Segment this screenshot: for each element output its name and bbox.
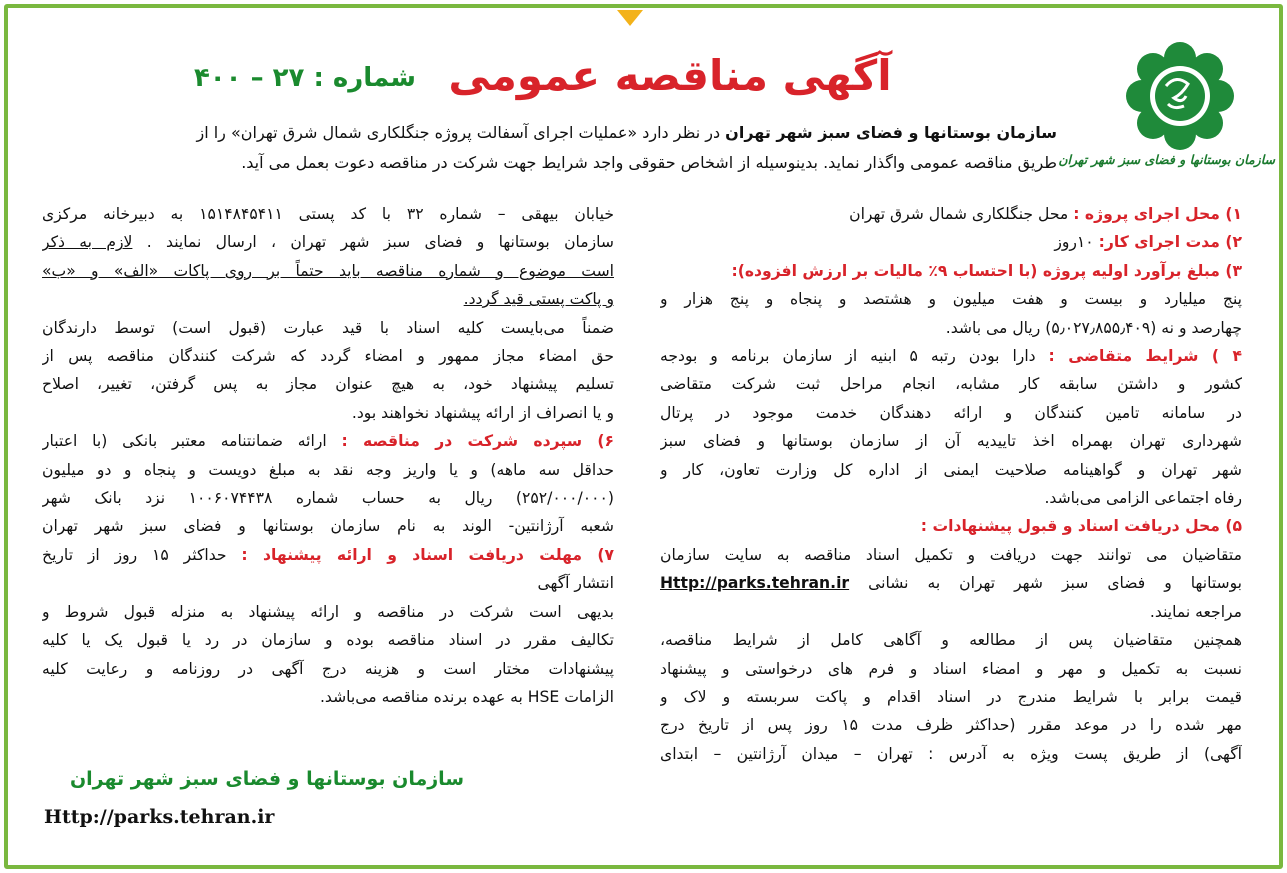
- body-line: ضمناً می‌بایست کلیه اسناد با قید عبارت (قبول است) توسط دارندگان: [42, 318, 614, 337]
- body-line: و یا انصراف از ارائه پیشنهاد نخواهند بود.: [351, 403, 614, 422]
- body-line: آگهی) از طریق پست ویژه به آدرس : تهران – میدان آرژانتین – ابتدای: [660, 744, 1242, 763]
- section-label: ۲) مدت اجرای کار:: [1098, 233, 1242, 252]
- footer-org-name: سازمان بوستانها و فضای سبز شهر تهران: [69, 768, 464, 790]
- body-line: متقاضیان می توانند جهت دریافت و تکمیل اسناد مناقصه به سایت سازمان: [660, 545, 1242, 564]
- body-line: کشور و داشتن سابقه کار مشابه، انجام مراحل ثبت شرکت متقاضی: [660, 375, 1242, 394]
- body-line: نسبت به تکمیل و مهر و امضاء اسناد و فرم های درخواستی و پیشنهاد: [660, 659, 1242, 678]
- footer-website-link[interactable]: Http://parks.tehran.ir: [44, 806, 275, 828]
- org-logo-caption: سازمان بوستانها و فضای سبز شهر تهران: [1058, 152, 1275, 167]
- section-label: ۳) مبلغ برآورد اولیه پروژه (با احتساب ۹٪ مالیات بر ارزش افزوده):: [731, 261, 1242, 280]
- body-line: [42, 228, 614, 256]
- section-requirements: [660, 342, 1242, 370]
- section-text: سازمان بوستانها و فضای سبز شهر تهران ، ارسال نمایند .: [132, 233, 614, 252]
- body-line: مراجعه نمایند.: [1149, 602, 1242, 621]
- underlined-text: لازم به ذکر: [42, 233, 133, 252]
- body-line: شهر تهران و گواهینامه صلاحیت ایمنی از اداره کل وزارت تعاون، کار و: [660, 460, 1242, 479]
- section-label: ۵) محل دریافت اسناد و قبول پیشنهادات :: [920, 517, 1242, 536]
- body-line: است موضوع و شماره مناقصه باید حتماً بر روی پاکات «الف» و «ب»: [42, 261, 614, 280]
- website-link[interactable]: Http://parks.tehran.ir: [660, 574, 850, 593]
- section-text: بوستانها و فضای سبز شهر تهران به نشانی: [849, 574, 1242, 593]
- intro-paragraph: [40, 118, 1057, 178]
- body-line: حداقل سه ماهه) و یا واریز وجه نقد به مبلغ دویست و پنجاه و دو میلیون: [42, 460, 614, 479]
- body-line: قیمت برابر با شرایط مندرج در اسناد اقدام و پاکت سربسته و لاک و: [660, 687, 1242, 706]
- intro-line: [40, 118, 1057, 148]
- body-line: پیشنهادات مختار است و هزینه درج آگهی در روزنامه و رعایت کلیه: [42, 659, 614, 678]
- section-estimate: [660, 257, 1242, 285]
- intro-line: طریق مناقصه عمومی واگذار نماید. بدینوسیله از اشخاص حقوقی واجد شرایط جهت شرکت در مناقصه دعوت بعمل می آید.: [241, 153, 1057, 172]
- body-line: شهرداری تهران بهمراه اخذ تاییدیه آن از سازمان بوستانها و فضای سبز: [660, 432, 1242, 451]
- body-line: رفاه اجتماعی الزامی می‌باشد.: [1044, 489, 1242, 508]
- body-line: همچنین متقاضیان پس از مطالعه و آگاهی کامل از شرایط مناقصه،: [660, 631, 1242, 650]
- top-notch-marker: [617, 10, 643, 26]
- body-line: شعبه آرژانتین- الوند به نام سازمان بوستانها و فضای سبز شهر تهران: [42, 517, 614, 536]
- section-label: ۷) مهلت دریافت اسناد و ارائه پیشنهاد :: [241, 545, 614, 564]
- body-line: و پاکت پستی قید گردد.: [463, 290, 614, 309]
- body-line: پنج میلیارد و بیست و هفت میلیون و هشتصد و پنجاه و پنج هزار و: [660, 290, 1242, 309]
- body-line: الزامات HSE به عهده برنده مناقصه می‌باشد.: [319, 687, 614, 706]
- body-line: چهارصد و نه (۵٫۰۲۷٫۸۵۵٫۴۰۹) ریال می باشد.: [945, 318, 1242, 337]
- right-column: [660, 200, 1242, 768]
- section-text: محل جنگلکاری شمال شرق تهران: [849, 205, 1074, 223]
- body-line: بدیهی است شرکت در مناقصه و ارائه پیشنهاد به منزله قبول شروط و: [42, 602, 614, 621]
- body-line: مهر شده را در موعد مقرر (حداکثر ظرف مدت ۱۵ روز پس از تاریخ درج: [660, 716, 1242, 735]
- section-deposit: [42, 427, 614, 455]
- body-line: خیابان بیهقی – شماره ۳۲ با کد پستی ۱۵۱۴۸۴۵۴۱۱ به دبیرخانه مرکزی: [42, 205, 614, 223]
- body-line: تکالیف مقرر در اسناد مناقصه بوده و سازمان در رد یا قبول یک یا کلیه: [42, 631, 614, 650]
- section-documents: [660, 512, 1242, 540]
- body-line: حق امضاء مجاز ممهور و امضاء گردد که شرکت کنندگان مناقصه پس از: [42, 347, 614, 366]
- body-line: در سامانه تامین کنندگان و ارائه دهندگان خدمت موجود در پرتال: [660, 403, 1242, 422]
- section-text: حداکثر ۱۵ روز از تاریخ: [42, 545, 242, 564]
- intro-org-name: سازمان بوستانها و فضای سبز شهر تهران: [725, 123, 1057, 142]
- notice-number: شماره : ۲۷ – ۴۰۰: [193, 63, 416, 93]
- section-text: ۱۰روز: [1054, 233, 1099, 252]
- section-label: ۶) سپرده شرکت در مناقصه :: [341, 432, 614, 451]
- body-line: (۲۵۲/۰۰۰/۰۰۰) ریال به حساب شماره ۱۰۰۶۰۷۴۴۳۸ نزد بانک شهر: [42, 489, 614, 508]
- section-duration: [660, 228, 1242, 256]
- section-deadline: [42, 541, 614, 569]
- body-line: انتشار آگهی: [537, 574, 614, 593]
- body-line: [660, 569, 1242, 597]
- section-label: ۴ ) شرایط متقاضی :: [1048, 347, 1242, 366]
- section-project-location: [660, 200, 1242, 228]
- body-line: تسلیم پیشنهاد خود، به هیچ عنوان مجاز به پس گرفتن، تغییر، اصلاح: [42, 375, 614, 394]
- section-text: دارا بودن رتبه ۵ ابنیه از سازمان برنامه و بودجه: [660, 347, 1049, 366]
- section-label: ۱) محل اجرای پروژه :: [1073, 205, 1242, 223]
- intro-text: در نظر دارد «عملیات اجرای آسفالت پروژه جنگلکاری شمال شرق تهران» را از: [196, 123, 726, 142]
- section-text: ارائه ضمانتنامه معتبر بانکی (با اعتبار: [42, 432, 342, 451]
- left-column: [42, 200, 614, 711]
- notice-title: آگهی مناقصه عمومی: [448, 51, 892, 100]
